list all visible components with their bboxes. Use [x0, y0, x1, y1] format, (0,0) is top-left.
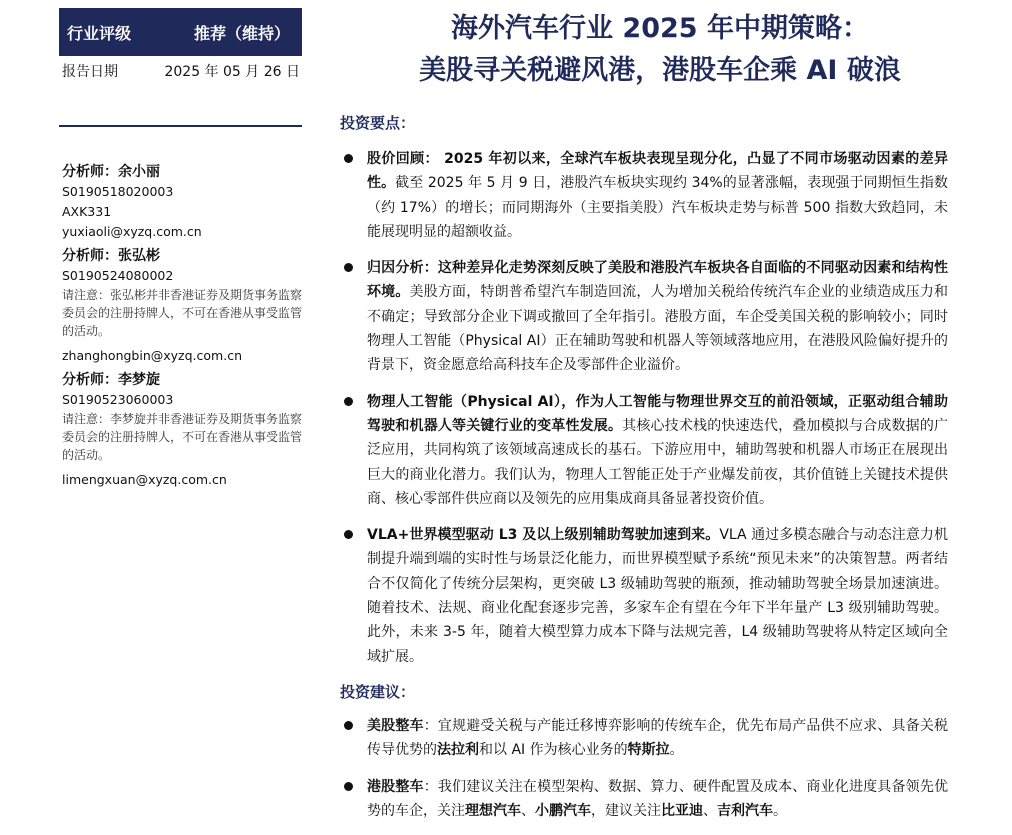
analyst-name: 分析师：李梦旋 — [62, 372, 160, 388]
analyst-email[interactable]: limengxuan@xyzq.com.cn — [62, 472, 227, 487]
analyst-note: 请注意：张弘彬并非香港证券及期货事务监察委员会的注册持牌人，不可在香港从事受监管的活动。 — [62, 288, 303, 338]
analyst-id: S0190523060003 — [62, 392, 174, 407]
bullet-bold: 港股整车 — [367, 778, 424, 795]
rating-label: 行业评级 — [67, 23, 132, 43]
report-date-value: 2025 年 05 月 26 日 — [164, 64, 300, 80]
bullet-bold: 物理人工智能（Physical AI），作为人工智能与物理世界交互的前沿领域，正驱动组合辅助驾驶和机器人等关键行业的变革性发展。 — [367, 393, 948, 434]
bullet-text — [367, 390, 948, 511]
company-name: 特斯拉 — [627, 742, 670, 759]
bullet-body: 美股方面，特朗普希望汽车制造回流，人为增加关税给传统汽车企业的业绩造成压力和不确定；导致部分企业下调或撤回了全年指引。港股方面，车企受美国关税的影响较小；同时物理人工智能（Physical AI）正在辅助驾驶和机器人等领域落地应用，在港股风险偏好提升的背景下，资金愿意给高科技车企及零部件企业溢价。 — [367, 284, 949, 374]
bullet-body: 、 — [521, 802, 535, 819]
bullet-body: 其核心技术栈的快速迭代，叠加模拟与合成数据的广泛应用，共同构筑了该领域高速成长的基石。下游应用中，辅助驾驶和机器人市场正在展现出巨大的商业化潜力。我们认为，物理人工智能正处于产业爆发前夜，其价值链上关键技术提供商、核心零部件供应商以及领先的应用集成商具备显著投资价值。 — [367, 417, 949, 507]
company-name: 吉利汽车 — [717, 802, 773, 819]
bullet-body: 截至 2025 年 5 月 9 日，港股汽车板块实现约 34%的显著涨幅，表现强于同期恒生指数（约 17%）的增长；而同期海外（主要指美股）汽车板块走势与标普 500 指数大致趋同，未能展现明显的超额收益。 — [367, 175, 948, 240]
bullet-dot — [344, 263, 353, 272]
analyst-email[interactable]: yuxiaoli@xyzq.com.cn — [62, 224, 202, 239]
bullet-body: ：我们建议关注在模型架构、数据、算力、硬件配置及成本、商业化进度具备领先优势的车企，关注 — [367, 778, 949, 819]
report-date-row — [62, 61, 300, 81]
title-line-1: 海外汽车行业 2025 年中期策略： — [451, 13, 869, 44]
rating-value: 推荐（维持） — [193, 23, 290, 43]
bullet-bold: VLA+世界模型驱动 L3 及以上级别辅助驾驶加速到来。 — [367, 527, 720, 544]
bullet-dot — [344, 397, 353, 406]
bullet-text — [367, 147, 948, 244]
bullet-body: 。 — [773, 802, 787, 819]
bullet-dot — [344, 721, 353, 730]
analyst-block — [62, 246, 307, 366]
left-divider — [59, 125, 302, 127]
main-content — [340, 112, 948, 835]
bullet-bold: 股价回顾： 2025 年初以来，全球汽车板块表现呈现分化，凸显了不同市场驱动因素的差异性。 — [367, 151, 948, 192]
bullet-body: ，建议关注 — [591, 802, 661, 819]
bullet-bold: 美股整车 — [367, 717, 424, 734]
bullet-dot — [344, 782, 353, 791]
bullet-item — [340, 390, 948, 511]
bullet-dot — [344, 530, 353, 539]
bullet-text — [367, 256, 948, 377]
analyst-name: 分析师：张弘彬 — [62, 248, 160, 264]
analyst-id: S0190518020003 — [62, 184, 174, 199]
bullet-text — [367, 714, 948, 763]
bullet-body: ：宜规避受关税与产能迁移博弈影响的传统车企，优先布局产品供不应求、具备关税传导优势的 — [367, 717, 949, 759]
bullet-text — [367, 523, 948, 669]
report-title — [340, 8, 980, 92]
analyst-block — [62, 162, 307, 242]
analyst-email[interactable]: zhanghongbin@xyzq.com.cn — [62, 348, 242, 363]
bullet-bold: 归因分析：这种差异化走势深刻反映了美股和港股汽车板块各自面临的不同驱动因素和结构性环境。 — [367, 260, 948, 301]
bullet-item — [340, 147, 948, 244]
company-name: 比亚迪 — [661, 802, 703, 819]
rating-box — [59, 8, 302, 56]
company-name: 理想汽车 — [465, 802, 521, 819]
section-heading: 投资要点： — [340, 114, 416, 132]
analyst-list — [62, 158, 307, 490]
analyst-id: AXK331 — [62, 204, 112, 219]
bullet-body: 、 — [703, 802, 717, 819]
analyst-id: S0190524080002 — [62, 268, 174, 283]
bullet-text — [367, 775, 948, 824]
company-name: 小鹏汽车 — [535, 802, 591, 819]
bullet-body: VLA 通过多模态融合与动态注意力机制提升端到端的实时性与场景泛化能力，而世界模型赋予系统“预见未来”的决策智慧。两者结合不仅简化了传统分层架构，更突破 L3 级辅助驾驶的瓶颈，推动辅助驾驶全场景加速演进。随着技术、法规、商业化配套逐步完善，多家车企有望在今年下半年量产 L3 级别辅助驾驶。此外，未来 3-5 年，随着大模型算力成本下降与法规完善，L4 级辅助驾驶将从特定区域向全域扩展。 — [367, 527, 948, 665]
bullet-body: 。 — [669, 742, 684, 759]
bullet-body: 和以 AI 作为核心业务的 — [479, 742, 628, 759]
report-date-label: 报告日期 — [62, 64, 118, 80]
analyst-block — [62, 370, 307, 490]
bullet-item — [340, 775, 948, 824]
bullet-dot — [344, 154, 353, 163]
section-heading: 投资建议： — [340, 682, 416, 701]
bullet-item — [340, 714, 948, 763]
analyst-name: 分析师：余小丽 — [62, 164, 160, 180]
bullet-item — [340, 523, 948, 669]
company-name: 法拉利 — [437, 742, 479, 759]
analyst-note: 请注意：李梦旋并非香港证券及期货事务监察委员会的注册持牌人，不可在香港从事受监管的活动。 — [62, 412, 303, 462]
title-line-2: 美股寻关税避风港，港股车企乘 AI 破浪 — [419, 55, 901, 86]
bullet-item — [340, 256, 948, 377]
